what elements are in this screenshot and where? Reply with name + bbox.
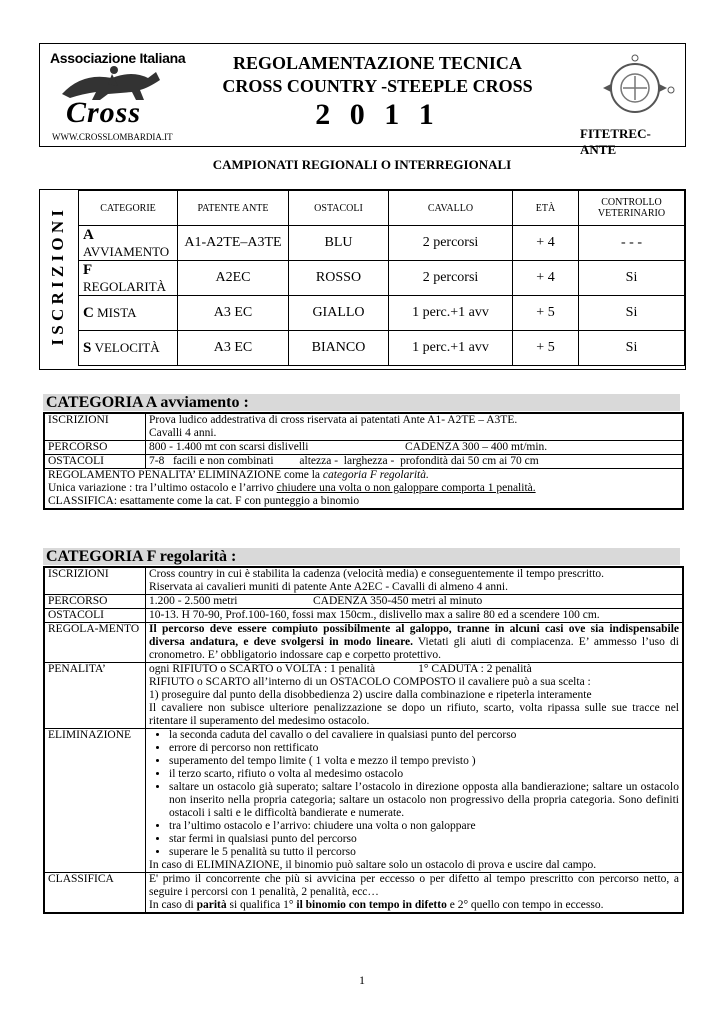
patente-cell: A3 EC (178, 296, 289, 331)
categories-table (78, 190, 685, 366)
col-header: CATEGORIE (79, 191, 178, 226)
ostacoli-cell: GIALLO (289, 296, 389, 331)
table-row (45, 469, 683, 509)
list-item: • star fermi in qualsiasi punto del percorso (169, 833, 679, 846)
iscrizioni-line: Prova ludico addestrativa di cross riservata ai patentati Ante A1- A2TE – A3TE. (149, 414, 518, 426)
eta-cell: + 5 (513, 331, 579, 366)
row-label: ISCRIZIONI (45, 568, 146, 595)
row-value (146, 873, 683, 913)
category-letter: A (83, 226, 94, 243)
percorso-text: 1.200 - 2.500 metri (149, 595, 238, 607)
patente-cell: A1-A2TE–A3TE (178, 226, 289, 261)
row-value (146, 568, 683, 595)
variation-text: Unica variazione : tra l’ultimo ostacolo e l’arrivo (48, 482, 277, 494)
list-item: • il terzo scarto, rifiuto o volta al medesimo ostacolo (169, 768, 679, 781)
registration-side-label (46, 210, 70, 346)
category-f-heading: CATEGORIA F regolarità : (43, 548, 680, 565)
list-item: • la seconda caduta del cavallo o del cavaliere in qualsiasi punto del percorso (169, 729, 679, 742)
table-row (79, 226, 685, 261)
fitetrec-seal-icon (585, 50, 685, 120)
category-cell (79, 331, 178, 366)
regolamento-reference: categoria F regolarità. (322, 469, 429, 481)
eta-cell: + 4 (513, 226, 579, 261)
classifica-line: E' primo il concorrente che più si avvicina per eccesso o per difetto al tempo prescritto con percorso netto, a seguire i percorsi con 1 penalità, 2 penalità, ecc… (149, 873, 679, 898)
side-label-text: I S C R I Z I O N I (48, 210, 67, 346)
table-row (45, 663, 683, 729)
eliminazione-list (149, 729, 679, 859)
association-logo (42, 46, 192, 128)
category-a-heading: CATEGORIA A avviamento : (43, 394, 680, 411)
category-a-section (43, 412, 684, 510)
row-label: PERCORSO (45, 595, 146, 609)
regolamento-line (48, 469, 679, 482)
category-cell (79, 261, 178, 296)
regolamento-bold: Il percorso deve essere compiuto possibilmente al galoppo, tranne in alcuni casi ove sia indispensabile diversa andatura, e deve svolgersi in modo lineare. (149, 623, 679, 648)
category-letter: C (83, 304, 94, 321)
eta-cell: + 5 (513, 296, 579, 331)
eliminazione-note: In caso di ELIMINAZIONE, il binomio può saltare solo un ostacolo di prova e uscire dal campo. (149, 859, 597, 871)
table-row (45, 414, 683, 441)
table-row (45, 455, 683, 469)
logo-top-text: Associazione Italiana (50, 50, 186, 66)
eta-cell: + 4 (513, 261, 579, 296)
classifica-bold: parità (196, 899, 227, 911)
row-value (146, 441, 683, 455)
row-label: REGOLA-MENTO (45, 623, 146, 663)
row-value: 7-8 facili e non combinati altezza - larghezza - profondità dai 50 cm ai 70 cm (146, 455, 683, 469)
list-item: • tra l’ultimo ostacolo e l’arrivo: chiudere una volta o non galoppare (169, 820, 679, 833)
patente-cell: A3 EC (178, 331, 289, 366)
row-value: 10-13. H 70-90, Prof.100-160, fossi max 150cm., dislivello max a salire 80 ed a scendere 100 cm. (146, 609, 683, 623)
iscrizioni-line: Riservata ai cavalieri muniti di patente Ante A2EC - Cavalli di almeno 4 anni. (149, 581, 508, 593)
row-label: CLASSIFICA (45, 873, 146, 913)
table-row (45, 609, 683, 623)
controllo-cell: - - - (579, 226, 685, 261)
cavallo-cell: 1 perc.+1 avv (389, 296, 513, 331)
iscrizioni-line: Cross country in cui è stabilita la cadenza (velocità media) e conseguentemente il tempo prescritto. (149, 568, 605, 580)
variation-line (48, 482, 679, 495)
controllo-cell: Si (579, 296, 685, 331)
list-item: • errore di percorso non rettificato (169, 742, 679, 755)
col-header: CONTROLLO VETERINARIO (579, 191, 685, 226)
organization-label: FITETREC-ANTE (580, 126, 651, 157)
regolamento-cell (45, 469, 683, 509)
classifica-text: In caso di (149, 899, 197, 911)
ostacoli-cell: BLU (289, 226, 389, 261)
row-label: PERCORSO (45, 441, 146, 455)
cavallo-cell: 1 perc.+1 avv (389, 331, 513, 366)
patente-cell: A2EC (178, 261, 289, 296)
classifica-text: si qualifica 1° (226, 899, 297, 911)
row-value (146, 729, 683, 873)
controllo-cell: Si (579, 331, 685, 366)
table-row (45, 729, 683, 873)
table-row (79, 296, 685, 331)
logo-bottom-text: Cross (66, 96, 142, 129)
list-item: • superamento del tempo limite ( 1 volta e mezzo il tempo previsto ) (169, 755, 679, 768)
cadenza-text: CADENZA 300 – 400 mt/min. (405, 441, 548, 453)
iscrizioni-line: Cavalli 4 anni. (149, 427, 217, 439)
list-item: • saltare un ostacolo già superato; saltare l’ostacolo in direzione opposta alla bandierazione; saltare un ostacolo non inserito nella propria categoria; saltare un ostacolo non progressivo della propria categoria. Sono definiti ostacoli i salti e le difficoltà bandierate e numerate. (169, 781, 679, 820)
category-f-section (43, 566, 684, 914)
page-number: 1 (359, 973, 365, 987)
document-header (39, 43, 686, 157)
table-row (79, 331, 685, 366)
cadenza-text: CADENZA 350-450 metri al minuto (313, 595, 483, 607)
variation-underlined: chiudere una volta o non galoppare comporta 1 penalità. (276, 482, 536, 494)
year-title: 2 0 1 1 (315, 98, 440, 131)
percorso-text: 800 - 1.400 mt con scarsi dislivelli (149, 441, 309, 453)
row-label: OSTACOLI (45, 609, 146, 623)
regolamento-text: REGOLAMENTO PENALITA’ ELIMINAZIONE come la (48, 469, 323, 481)
col-header: PATENTE ANTE (178, 191, 289, 226)
col-header: OSTACOLI (289, 191, 389, 226)
row-label: ISCRIZIONI (45, 414, 146, 441)
cavallo-cell: 2 percorsi (389, 226, 513, 261)
controllo-cell: Si (579, 261, 685, 296)
cavallo-cell: 2 percorsi (389, 261, 513, 296)
website-link[interactable]: WWW.CROSSLOMBARDIA.IT (52, 132, 173, 142)
category-letter: S (83, 339, 92, 356)
category-name: MISTA (97, 304, 137, 320)
category-letter: F (83, 261, 93, 278)
penalita-line: 1) proseguire dal punto della disobbedienza 2) uscire dalla combinazione e ripeterla interamente (149, 689, 592, 701)
title-line-1: REGOLAMENTAZIONE TECNICA (233, 53, 522, 73)
penalita-line: Il cavaliere non subisce ulteriore penalizzazione se dopo un rifiuto, scarto, volta ripassa sulle sue tracce nel ritentare il superamento del medesimo ostacolo. (149, 702, 679, 727)
category-name: AVVIAMENTO (83, 243, 170, 259)
category-cell (79, 296, 178, 331)
category-name: REGOLARITÀ (83, 278, 167, 294)
col-header: ETÀ (513, 191, 579, 226)
row-value (146, 595, 683, 609)
row-value (146, 623, 683, 663)
table-row (45, 441, 683, 455)
section-subtitle: CAMPIONATI REGIONALI O INTERREGIONALI (212, 157, 512, 172)
list-item: • superare le 5 penalità su tutto il percorso (169, 846, 679, 859)
classifica-bold: il binomio con tempo in difetto (296, 899, 447, 911)
category-cell (79, 226, 178, 261)
row-value (146, 663, 683, 729)
table-row (45, 568, 683, 595)
table-row (79, 261, 685, 296)
row-label: PENALITA’ (45, 663, 146, 729)
row-label: OSTACOLI (45, 455, 146, 469)
table-row (45, 623, 683, 663)
table-header-row (79, 191, 685, 226)
title-line-2: CROSS COUNTRY -STEEPLE CROSS (222, 76, 533, 96)
penalita-line: RIFIUTO o SCARTO all’interno di un OSTACOLO COMPOSTO il cavaliere può a sua scelta : (149, 676, 591, 688)
row-value (146, 414, 683, 441)
table-row (45, 595, 683, 609)
classifica-text: e 2° quello con tempo in eccesso. (446, 899, 604, 911)
table-row (45, 873, 683, 913)
ostacoli-cell: ROSSO (289, 261, 389, 296)
category-name: VELOCITÀ (94, 339, 160, 355)
col-header: CAVALLO (389, 191, 513, 226)
penalita-line: ogni RIFIUTO o SCARTO o VOLTA : 1 penalità 1° CADUTA : 2 penalità (149, 663, 532, 675)
classifica-line: CLASSIFICA: esattamente come la cat. F con punteggio a binomio (48, 495, 360, 507)
registration-table (39, 189, 686, 370)
classifica-line (149, 899, 679, 912)
row-label: ELIMINAZIONE (45, 729, 146, 873)
regolamento-text: Vietati gli aiuti di compiacenza. E’ ammesso l’uso di cronometro. E’ obbligatorio indossare cap e corpetto protettivo. (149, 636, 679, 661)
ostacoli-cell: BIANCO (289, 331, 389, 366)
